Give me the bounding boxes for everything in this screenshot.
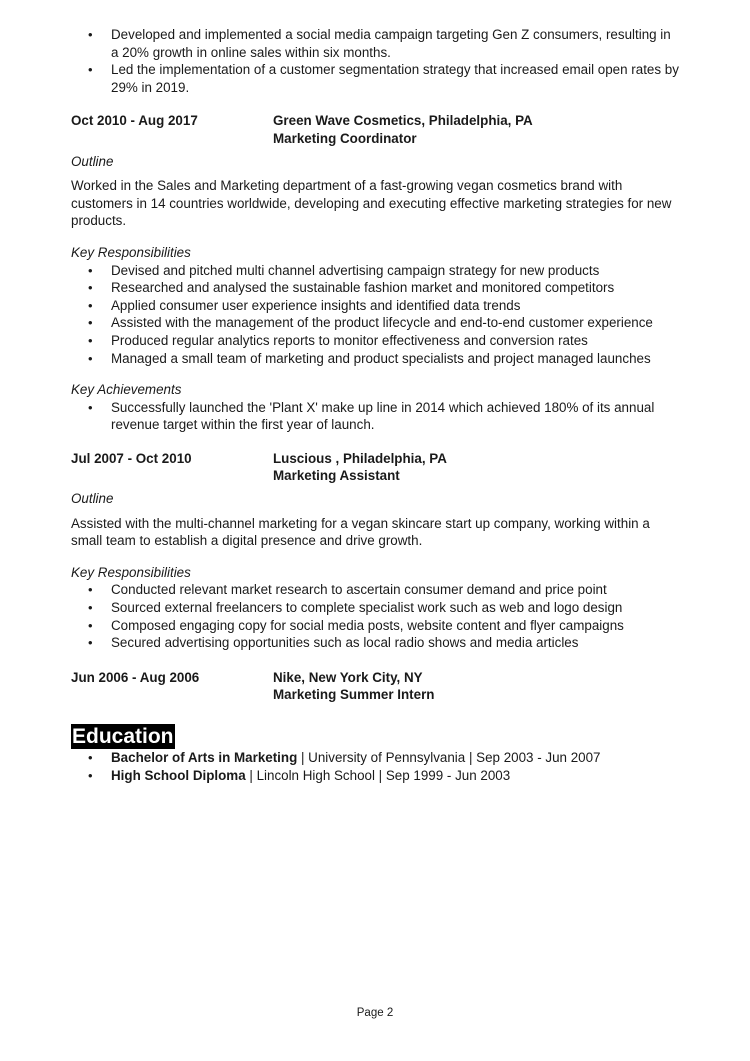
role-title: Marketing Coordinator [273, 130, 417, 146]
outline-label: Outline [71, 491, 114, 507]
role-nike [71, 669, 681, 704]
role-green-wave [71, 112, 681, 434]
list-item: • Devised and pitched multi channel advertising campaign strategy for new products [71, 262, 681, 280]
list-item: • Composed engaging copy for social media posts, website content and flyer campaigns [71, 617, 681, 635]
resume-page [71, 26, 681, 784]
outline-text: Worked in the Sales and Marketing department of a fast-growing vegan cosmetics brand with customers in 14 countries worldwide, developing and executing effective marketing strategies for new products. [71, 178, 672, 229]
role-company: Nike, New York City, NY [273, 669, 423, 685]
outline-label: Outline [71, 153, 114, 169]
degree-name: High School Diploma [111, 767, 246, 783]
responsibilities-list [71, 262, 681, 368]
role-luscious [71, 450, 681, 652]
role-header [71, 669, 681, 704]
list-item [71, 767, 681, 785]
degree-details: | Lincoln High School | Sep 1999 - Jun 2003 [245, 767, 511, 783]
list-item [71, 749, 681, 767]
list-item: • Researched and analysed the sustainable fashion market and monitored competitors [71, 279, 681, 297]
role-dates: Oct 2010 - Aug 2017 [71, 113, 198, 129]
list-item: • Successfully launched the 'Plant X' make up line in 2014 which achieved 180% of its annual revenue target within the first year of launch. [71, 399, 681, 434]
achievements-list [71, 399, 681, 434]
degree-name: Bachelor of Arts in Marketing [111, 750, 298, 765]
outline-text: Assisted with the multi-channel marketing for a vegan skincare start up company, working within a small team to establish a digital presence and drive growth. [71, 515, 650, 549]
page-number: Page 2 [356, 1007, 394, 1019]
degree-details: | University of Pennsylvania | Sep 2003 - Jun 2007 [297, 750, 601, 765]
list-item: • Led the implementation of a customer segmentation strategy that increased email open rates by 29% in 2019. [71, 61, 681, 96]
responsibilities-label: Key Responsibilities [71, 244, 191, 260]
list-item: • Secured advertising opportunities such as local radio shows and media articles [71, 634, 681, 652]
list-item: • Sourced external freelancers to complete specialist work such as web and logo design [71, 599, 681, 617]
intro-achievements-list [71, 26, 681, 96]
list-item: • Conducted relevant market research to ascertain consumer demand and price point [71, 581, 681, 599]
responsibilities-label: Key Responsibilities [71, 564, 191, 580]
education-list [71, 749, 681, 784]
list-item: • Managed a small team of marketing and product specialists and project managed launches [71, 350, 681, 368]
education-section [71, 704, 681, 784]
list-item: • Applied consumer user experience insights and identified data trends [71, 297, 681, 315]
section-heading-education: Education [72, 725, 174, 748]
role-header [71, 112, 681, 147]
role-dates: Jul 2007 - Oct 2010 [71, 450, 192, 466]
list-item: • Produced regular analytics reports to monitor effectiveness and conversion rates [71, 332, 681, 350]
role-dates: Jun 2006 - Aug 2006 [71, 669, 200, 685]
role-title: Marketing Assistant [273, 468, 400, 484]
role-title: Marketing Summer Intern [273, 687, 435, 703]
role-header [71, 450, 681, 485]
role-company: Luscious , Philadelphia, PA [273, 450, 447, 466]
list-item: • Developed and implemented a social media campaign targeting Gen Z consumers, resulting in a 20% growth in online sales within six months. [71, 26, 681, 61]
role-company: Green Wave Cosmetics, Philadelphia, PA [273, 113, 533, 129]
responsibilities-list [71, 581, 681, 651]
list-item: • Assisted with the management of the product lifecycle and end-to-end customer experience [71, 314, 681, 332]
achievements-label: Key Achievements [71, 382, 182, 398]
